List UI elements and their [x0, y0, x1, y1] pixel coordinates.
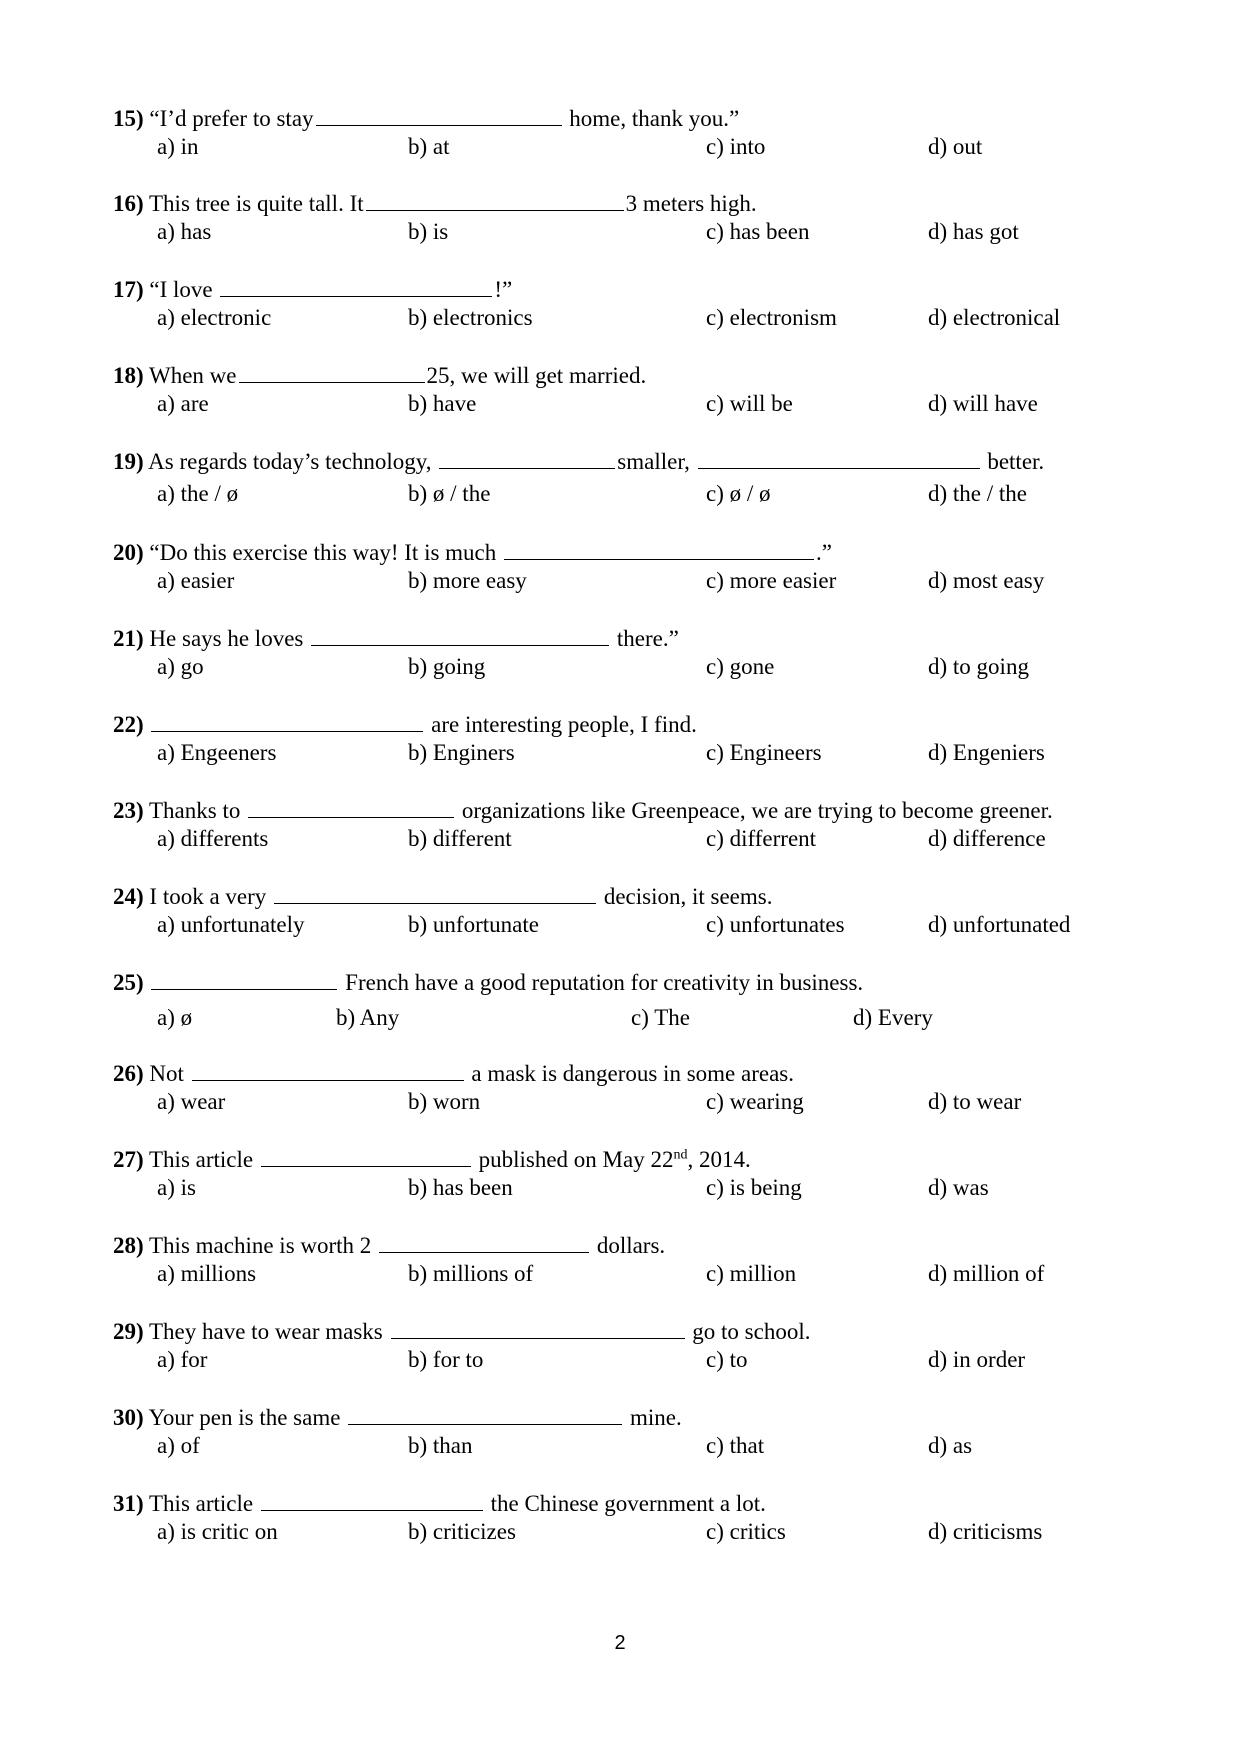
option-d[interactable]: d) has got: [928, 219, 1019, 244]
answer-blank[interactable]: [348, 1402, 622, 1425]
option-d[interactable]: d) the / the: [928, 481, 1027, 506]
option-d[interactable]: d) in order: [928, 1347, 1026, 1372]
option-b[interactable]: b) have: [408, 391, 477, 416]
option-a[interactable]: a) go: [157, 654, 204, 679]
option-d[interactable]: d) most easy: [928, 568, 1045, 593]
option-c[interactable]: c) gone: [706, 654, 775, 679]
answer-blank[interactable]: [220, 274, 492, 297]
stem-before: Thanks to: [143, 798, 247, 823]
stem-after-2: , 2014.: [687, 1147, 751, 1172]
question-text: [113, 537, 832, 568]
question-text: [113, 1402, 682, 1433]
question-text: [113, 1488, 766, 1519]
option-b[interactable]: b) millions of: [408, 1261, 534, 1286]
option-a[interactable]: a) easier: [157, 568, 235, 593]
question-text: [113, 103, 739, 134]
question-21: [0, 623, 1240, 693]
option-b[interactable]: b) going: [408, 654, 486, 679]
question-28: [0, 1230, 1240, 1300]
option-a[interactable]: a) electronic: [157, 305, 272, 330]
question-text: [113, 274, 512, 305]
question-number: 21): [113, 626, 144, 651]
question-number: 29): [113, 1319, 144, 1344]
question-number: 18): [113, 363, 144, 388]
question-number: 20): [113, 540, 144, 565]
option-d[interactable]: d) electronical: [928, 305, 1061, 330]
stem-before: As regards today’s technology,: [143, 449, 438, 474]
answer-blank[interactable]: [151, 709, 423, 732]
stem-before: [144, 712, 150, 737]
question-23: [0, 795, 1240, 865]
question-number: 31): [113, 1491, 144, 1516]
option-a[interactable]: a) unfortunately: [157, 912, 305, 937]
option-b[interactable]: b) different: [408, 826, 512, 851]
stem-after: better.: [981, 449, 1045, 474]
question-22: [0, 709, 1240, 779]
option-a[interactable]: a) millions: [157, 1261, 257, 1286]
question-number: 15): [113, 106, 144, 131]
option-a[interactable]: a) of: [157, 1433, 200, 1458]
question-number: 26): [113, 1061, 144, 1086]
answer-blank-2[interactable]: [698, 446, 980, 469]
option-d[interactable]: d) as: [928, 1433, 973, 1458]
option-b[interactable]: b) criticizes: [408, 1519, 516, 1544]
option-a[interactable]: a) differents: [157, 826, 269, 851]
option-c[interactable]: c) million: [706, 1261, 797, 1286]
answer-blank[interactable]: [379, 1230, 589, 1253]
stem-after: dollars.: [591, 1233, 666, 1258]
option-b[interactable]: b) at: [408, 134, 450, 159]
question-27: [0, 1144, 1240, 1214]
option-c[interactable]: c) more easier: [706, 568, 837, 593]
option-d[interactable]: d) will have: [928, 391, 1038, 416]
stem-before: This tree is quite tall. It: [143, 191, 364, 216]
stem-middle: smaller,: [617, 449, 696, 474]
option-b[interactable]: b) worn: [408, 1089, 481, 1114]
option-a[interactable]: a) is: [157, 1175, 196, 1200]
option-d[interactable]: d) difference: [928, 826, 1046, 851]
question-24: [0, 881, 1240, 951]
option-b[interactable]: b) more easy: [408, 568, 527, 593]
option-b[interactable]: b) has been: [408, 1175, 513, 1200]
question-text: [113, 1230, 665, 1261]
option-d[interactable]: d) unfortunated: [928, 912, 1071, 937]
question-25: [0, 967, 1240, 1037]
stem-after: .”: [816, 540, 832, 565]
option-a[interactable]: a) Engeeners: [157, 740, 277, 765]
option-a[interactable]: a) for: [157, 1347, 208, 1372]
stem-before: This machine is worth 2: [143, 1233, 378, 1258]
option-a[interactable]: a) is critic on: [157, 1519, 278, 1544]
stem-after: a mask is dangerous in some areas.: [465, 1061, 794, 1086]
question-26: [0, 1058, 1240, 1128]
stem-after: !”: [494, 277, 513, 302]
option-c[interactable]: c) wearing: [706, 1089, 804, 1114]
option-a[interactable]: a) wear: [157, 1089, 226, 1114]
stem-before: When we: [143, 363, 237, 388]
option-d[interactable]: d) Engeniers: [928, 740, 1045, 765]
question-17: [0, 274, 1240, 344]
stem-after: 25, we will get married.: [426, 363, 647, 388]
option-c[interactable]: c) to: [706, 1347, 748, 1372]
answer-blank[interactable]: [151, 967, 337, 990]
answer-blank[interactable]: [248, 795, 454, 818]
answer-blank[interactable]: [311, 623, 609, 646]
ordinal-suffix: nd: [673, 1147, 688, 1163]
stem-after: published on May 22: [472, 1147, 674, 1172]
question-text: [113, 188, 757, 219]
option-c[interactable]: c) will be: [706, 391, 793, 416]
question-number: 24): [113, 884, 144, 909]
stem-after: decision, it seems.: [598, 884, 773, 909]
question-number: 28): [113, 1233, 144, 1258]
option-b[interactable]: b) than: [408, 1433, 473, 1458]
option-c[interactable]: c) unfortunates: [706, 912, 845, 937]
option-b[interactable]: b) ø / the: [408, 481, 491, 506]
question-number: 22): [113, 712, 144, 737]
stem-before: This article: [143, 1147, 259, 1172]
question-text: [113, 709, 697, 740]
option-a[interactable]: a) has: [157, 219, 212, 244]
option-a[interactable]: a) are: [157, 391, 209, 416]
option-c[interactable]: c) Engineers: [706, 740, 822, 765]
question-20: [0, 537, 1240, 607]
stem-before: He says he loves: [143, 626, 310, 651]
stem-before: “Do this exercise this way! It is much: [143, 540, 503, 565]
option-b[interactable]: b) for to: [408, 1347, 484, 1372]
option-d[interactable]: d) Every: [853, 1005, 933, 1030]
question-number: 16): [113, 191, 144, 216]
option-a[interactable]: a) ø: [157, 1005, 193, 1030]
option-c[interactable]: c) has been: [706, 219, 810, 244]
page-number: 2: [614, 1632, 626, 1654]
question-31: [0, 1488, 1240, 1558]
stem-after: go to school.: [686, 1319, 811, 1344]
stem-after: 3 meters high.: [625, 191, 757, 216]
option-d[interactable]: d) to going: [928, 654, 1029, 679]
option-d[interactable]: d) million of: [928, 1261, 1045, 1286]
answer-blank[interactable]: [366, 188, 624, 211]
option-d[interactable]: d) was: [928, 1175, 989, 1200]
question-29: [0, 1316, 1240, 1386]
stem-after: mine.: [624, 1405, 682, 1430]
question-number: 19): [113, 449, 144, 474]
option-b[interactable]: b) Enginers: [408, 740, 515, 765]
stem-after: there.”: [611, 626, 679, 651]
answer-blank[interactable]: [261, 1488, 483, 1511]
answer-blank[interactable]: [504, 537, 814, 560]
question-text: [113, 1058, 794, 1089]
question-number: 27): [113, 1147, 144, 1172]
option-d[interactable]: d) criticisms: [928, 1519, 1043, 1544]
stem-after: are interesting people, I find.: [425, 712, 697, 737]
option-a[interactable]: a) in: [157, 134, 199, 159]
answer-blank[interactable]: [261, 1144, 471, 1167]
option-b[interactable]: b) electronics: [408, 305, 533, 330]
stem-after: French have a good reputation for creativity in business.: [339, 970, 864, 995]
stem-before: “I love: [143, 277, 219, 302]
stem-before: [144, 970, 150, 995]
option-b[interactable]: b) is: [408, 219, 449, 244]
answer-blank[interactable]: [192, 1058, 464, 1081]
question-text: [113, 1316, 810, 1347]
answer-blank[interactable]: [316, 103, 562, 126]
question-text: [113, 446, 1044, 477]
answer-blank[interactable]: [274, 881, 596, 904]
question-16: [0, 188, 1240, 258]
question-number: 30): [113, 1405, 144, 1430]
stem-before: This article: [143, 1491, 259, 1516]
option-b[interactable]: b) unfortunate: [408, 912, 539, 937]
stem-before: Not: [143, 1061, 190, 1086]
option-c[interactable]: c) is being: [706, 1175, 802, 1200]
option-c[interactable]: c) The: [631, 1005, 690, 1030]
option-a[interactable]: a) the / ø: [157, 481, 239, 506]
option-c[interactable]: c) ø / ø: [706, 481, 771, 506]
option-d[interactable]: d) to wear: [928, 1089, 1022, 1114]
question-15: [0, 103, 1240, 173]
question-19: [0, 446, 1240, 516]
question-text: [113, 795, 1053, 826]
question-18: [0, 360, 1240, 430]
question-text: [113, 360, 646, 391]
question-number: 23): [113, 798, 144, 823]
stem-after: organizations like Greenpeace, we are trying to become greener.: [456, 798, 1053, 823]
stem-before: “I’d prefer to stay: [149, 106, 314, 131]
answer-blank[interactable]: [391, 1316, 685, 1339]
stem-before: They have to wear masks: [143, 1319, 389, 1344]
option-b[interactable]: b) Any: [336, 1005, 400, 1030]
option-c[interactable]: c) critics: [706, 1519, 786, 1544]
stem-after: home, thank you.”: [563, 106, 740, 131]
question-text: [113, 967, 863, 998]
question-number: 17): [113, 277, 144, 302]
option-c[interactable]: c) that: [706, 1433, 765, 1458]
answer-blank[interactable]: [239, 360, 425, 383]
question-text: [113, 881, 772, 912]
question-number: 25): [113, 970, 144, 995]
stem-before: Your pen is the same: [143, 1405, 347, 1430]
question-30: [0, 1402, 1240, 1472]
option-c[interactable]: c) into: [706, 134, 766, 159]
option-d[interactable]: d) out: [928, 134, 983, 159]
stem-after: the Chinese government a lot.: [484, 1491, 766, 1516]
option-c[interactable]: c) electronism: [706, 305, 837, 330]
question-text: [113, 623, 679, 654]
answer-blank-1[interactable]: [439, 446, 615, 469]
option-c[interactable]: c) differrent: [706, 826, 817, 851]
stem-before: I took a very: [143, 884, 273, 909]
question-text: [113, 1144, 751, 1175]
